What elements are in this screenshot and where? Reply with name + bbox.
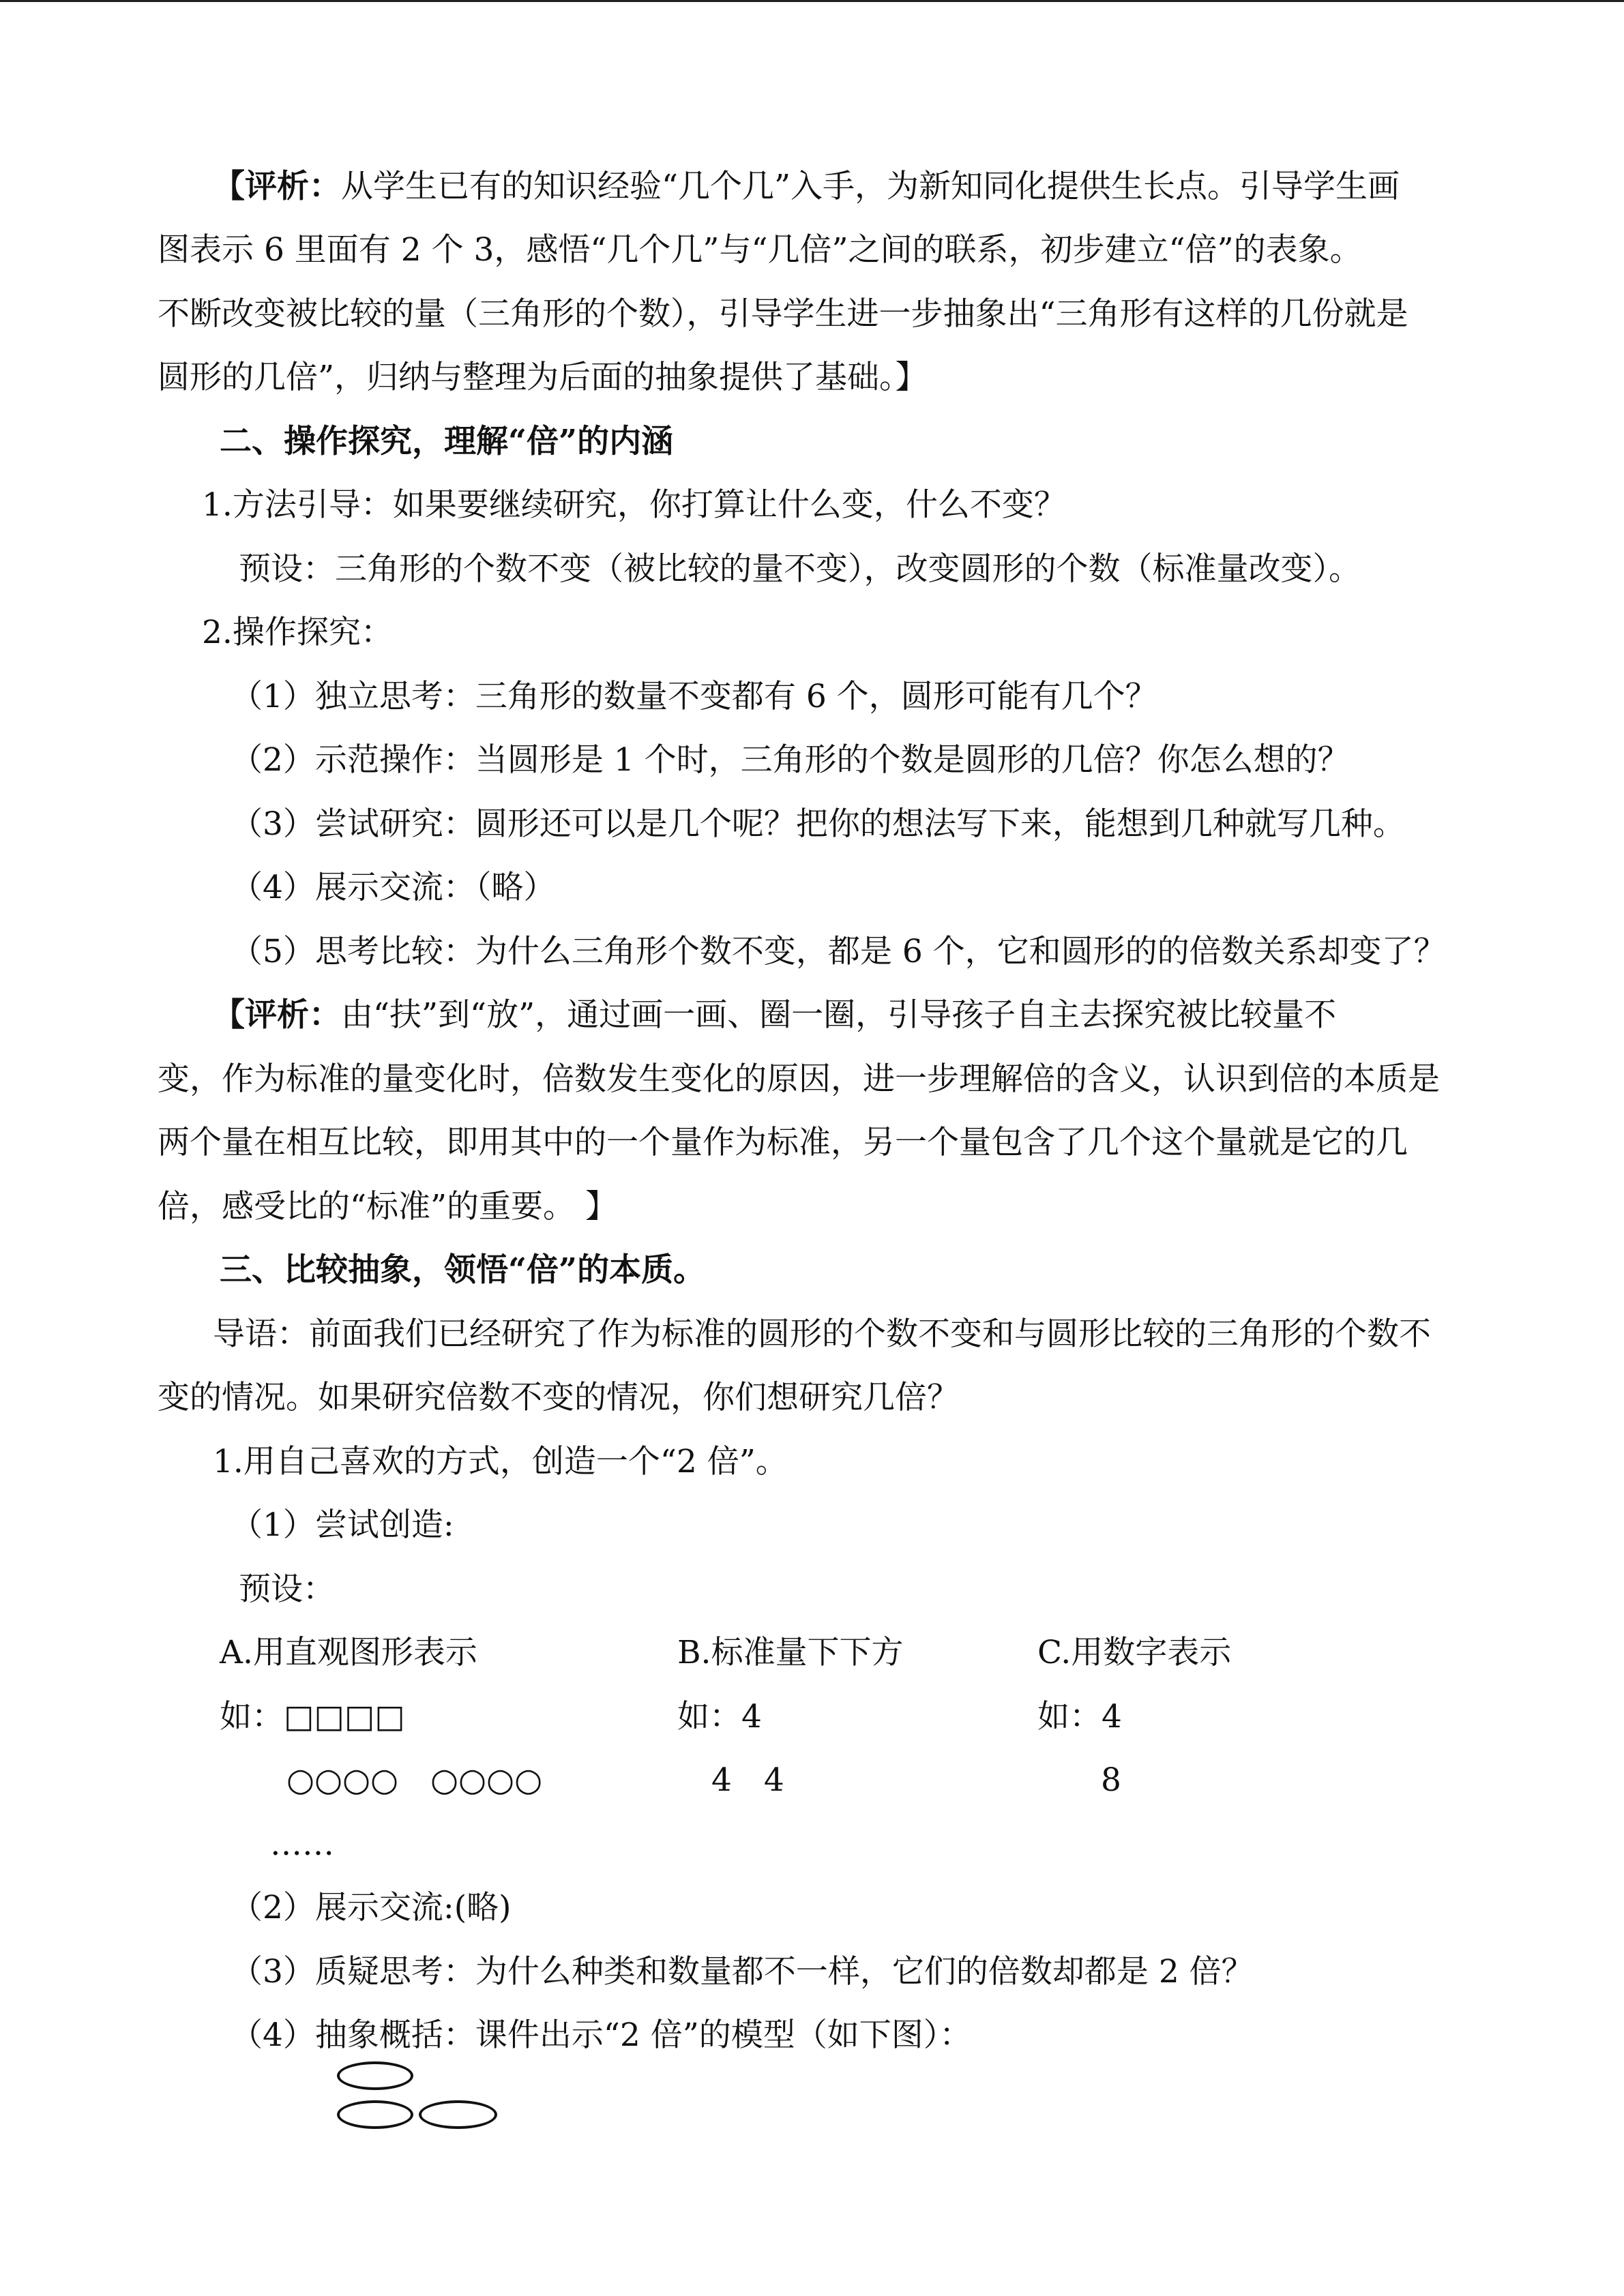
section-2-item-1: 1.方法引导：如果要继续研究，你打算让什么变，什么不变？: [202, 486, 1066, 524]
option-a-example: 如：□□□□: [220, 1698, 405, 1735]
option-a-circles: ○○○○ ○○○○: [286, 1761, 543, 1799]
section-2-heading: 二、操作探究，理解“倍”的内涵: [220, 423, 674, 460]
section-3-heading: 三、比较抽象，领悟“倍”的本质。: [220, 1251, 706, 1289]
model-ellipse-compared-1: [337, 2100, 413, 2129]
comment-paragraph-2-line-2: 变，作为标准的量变化时，倍数发生变化的原因，进一步理解倍的含义，认识到倍的本质是: [158, 1060, 1440, 1098]
comment-text: 由“扶”到“放”，通过画一画、圈一圈，引导孩子自主去探究被比较量不: [341, 996, 1337, 1034]
comment-label: 【评析：: [213, 168, 341, 205]
comment-paragraph-1-line-3: 不断改变被比较的量（三角形的个数），引导学生进一步抽象出“三角形有这样的几份就是: [158, 295, 1408, 333]
section-2-sub-item-4: （4）展示交流：（略）: [231, 869, 556, 906]
comment-paragraph-2-line-4: 倍，感受比的“标准”的重要。 】: [158, 1188, 617, 1225]
comment-label: 【评析：: [213, 996, 341, 1034]
section-3-preset-label: 预设：: [239, 1570, 335, 1608]
section-2-sub-item-1: （1）独立思考：三角形的数量不变都有 6 个，圆形可能有几个？: [231, 678, 1157, 715]
section-3-sub-item-2: （2）展示交流:(略): [231, 1889, 512, 1926]
section-3-sub-item-3: （3）质疑思考：为什么种类和数量都不一样，它们的倍数却都是 2 倍？: [231, 1953, 1254, 1991]
section-3-sub-item-1: （1）尝试创造:: [231, 1506, 454, 1544]
option-c-title: C.用数字表示: [1037, 1634, 1232, 1671]
section-3-intro-line-1: 导语：前面我们已经研究了作为标准的圆形的个数不变和与圆形比较的三角形的个数不: [213, 1315, 1431, 1353]
option-b-example: 如：4: [677, 1698, 762, 1735]
comment-paragraph-1-line-1: [213, 166, 1400, 207]
option-a-title: A.用直观图形表示: [220, 1634, 477, 1671]
option-c-example: 如：4: [1037, 1698, 1122, 1735]
comment-paragraph-2-line-3: 两个量在相互比较，即用其中的一个量作为标准，另一个量包含了几个这个量就是它的几: [158, 1124, 1408, 1161]
section-3-intro-line-2: 变的情况。如果研究倍数不变的情况，你们想研究几倍？: [158, 1379, 959, 1416]
section-2-sub-item-2: （2）示范操作：当圆形是 1 个时，三角形的个数是圆形的几倍？你怎么想的？: [231, 741, 1350, 779]
comment-paragraph-1-line-2: 图表示 6 里面有 2 个 3，感悟“几个几”与“几倍”之间的联系，初步建立“倍”的表象。: [158, 231, 1362, 269]
page-top-border: [0, 0, 1624, 2]
section-3-sub-item-4: （4）抽象概括：课件出示“2 倍”的模型（如下图）：: [231, 2016, 972, 2054]
comment-paragraph-2-line-1: [213, 995, 1336, 1036]
comment-text: 从学生已有的知识经验“几个几”入手，为新知同化提供生长点。引导学生画: [341, 168, 1400, 205]
option-c-value: 8: [1101, 1761, 1121, 1799]
section-3-item-1: 1.用自己喜欢的方式，创造一个“2 倍”。: [213, 1443, 788, 1480]
option-b-title: B.标准量下下方: [677, 1634, 904, 1671]
section-2-item-1-preset: 预设：三角形的个数不变（被比较的量不变），改变圆形的个数（标准量改变）。: [239, 550, 1361, 588]
comment-paragraph-1-line-4: 圆形的几倍”，归纳与整理为后面的抽象提供了基础。】: [158, 359, 928, 396]
section-2-sub-item-3: （3）尝试研究：圆形还可以是几个呢？把你的想法写下来，能想到几种就写几种。: [231, 805, 1405, 843]
option-b-values: 4 4: [711, 1761, 784, 1799]
model-ellipse-compared-2: [419, 2100, 497, 2129]
section-2-sub-item-5: （5）思考比较：为什么三角形个数不变，都是 6 个，它和圆形的的倍数关系却变了？: [231, 933, 1446, 970]
section-2-item-2: 2.操作探究：: [202, 614, 393, 651]
model-ellipse-standard: [337, 2061, 413, 2090]
ellipsis: ……: [270, 1825, 334, 1863]
